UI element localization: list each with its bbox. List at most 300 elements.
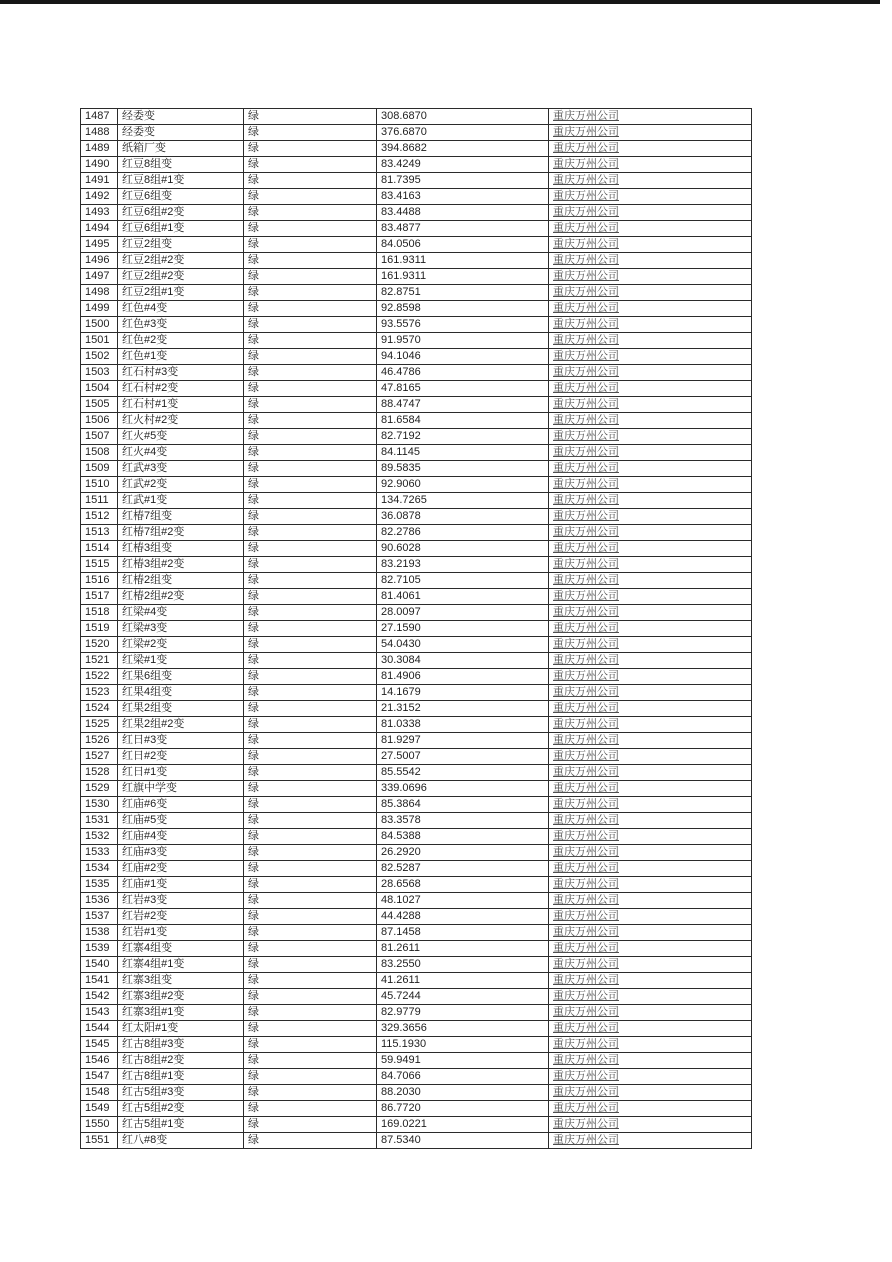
company-cell[interactable] — [549, 141, 752, 157]
company-cell[interactable] — [549, 973, 752, 989]
company-link[interactable]: 重庆万州公司 — [553, 318, 619, 330]
status-cell: 绿 — [244, 429, 377, 445]
company-link[interactable]: 重庆万州公司 — [553, 782, 619, 794]
row-number-cell: 1498 — [81, 285, 118, 301]
value-cell: 47.8165 — [377, 381, 549, 397]
company-link[interactable]: 重庆万州公司 — [553, 542, 619, 554]
company-cell[interactable] — [549, 1133, 752, 1149]
company-link[interactable]: 重庆万州公司 — [553, 286, 619, 298]
company-cell[interactable] — [549, 893, 752, 909]
station-name-cell: 红岩#3变 — [118, 893, 244, 909]
value-cell: 85.3864 — [377, 797, 549, 813]
station-name-cell: 红椿7组变 — [118, 509, 244, 525]
status-cell: 绿 — [244, 125, 377, 141]
company-link[interactable]: 重庆万州公司 — [553, 238, 619, 250]
status-cell: 绿 — [244, 829, 377, 845]
table-row — [81, 109, 752, 125]
row-number-cell: 1516 — [81, 573, 118, 589]
value-cell: 28.6568 — [377, 877, 549, 893]
station-name-cell: 红日#2变 — [118, 749, 244, 765]
company-link[interactable]: 重庆万州公司 — [553, 462, 619, 474]
company-cell[interactable] — [549, 989, 752, 1005]
company-cell[interactable] — [549, 717, 752, 733]
company-cell[interactable] — [549, 573, 752, 589]
company-link[interactable]: 重庆万州公司 — [553, 350, 619, 362]
company-link[interactable]: 重庆万州公司 — [553, 1038, 619, 1050]
company-cell[interactable] — [549, 221, 752, 237]
table-row — [81, 221, 752, 237]
company-cell[interactable] — [549, 813, 752, 829]
station-name-cell: 红果4组变 — [118, 685, 244, 701]
row-number-cell: 1489 — [81, 141, 118, 157]
company-cell[interactable] — [549, 557, 752, 573]
company-link[interactable]: 重庆万州公司 — [553, 334, 619, 346]
status-cell: 绿 — [244, 621, 377, 637]
station-table-container — [80, 108, 727, 1149]
station-name-cell: 红太阳#1变 — [118, 1021, 244, 1037]
table-row — [81, 893, 752, 909]
table-row — [81, 413, 752, 429]
row-number-cell: 1525 — [81, 717, 118, 733]
value-cell: 44.4288 — [377, 909, 549, 925]
row-number-cell: 1546 — [81, 1053, 118, 1069]
company-link[interactable]: 重庆万州公司 — [553, 430, 619, 442]
value-cell: 81.6584 — [377, 413, 549, 429]
station-name-cell: 红武#1变 — [118, 493, 244, 509]
value-cell: 45.7244 — [377, 989, 549, 1005]
company-cell[interactable] — [549, 349, 752, 365]
table-row — [81, 1133, 752, 1149]
value-cell: 92.9060 — [377, 477, 549, 493]
company-cell[interactable] — [549, 269, 752, 285]
status-cell: 绿 — [244, 157, 377, 173]
status-cell: 绿 — [244, 413, 377, 429]
station-name-cell: 红豆2组#2变 — [118, 269, 244, 285]
company-link[interactable]: 重庆万州公司 — [553, 702, 619, 714]
company-link[interactable]: 重庆万州公司 — [553, 814, 619, 826]
company-cell[interactable] — [549, 525, 752, 541]
value-cell: 83.4163 — [377, 189, 549, 205]
company-link[interactable]: 重庆万州公司 — [553, 206, 619, 218]
table-row — [81, 237, 752, 253]
station-name-cell: 红岩#2变 — [118, 909, 244, 925]
company-link[interactable]: 重庆万州公司 — [553, 1102, 619, 1114]
company-cell[interactable] — [549, 301, 752, 317]
company-link[interactable]: 重庆万州公司 — [553, 590, 619, 602]
company-cell[interactable] — [549, 685, 752, 701]
row-number-cell: 1534 — [81, 861, 118, 877]
table-row — [81, 845, 752, 861]
company-link[interactable]: 重庆万州公司 — [553, 574, 619, 586]
table-row — [81, 973, 752, 989]
row-number-cell: 1501 — [81, 333, 118, 349]
company-cell[interactable] — [549, 637, 752, 653]
value-cell: 82.8751 — [377, 285, 549, 301]
company-cell[interactable] — [549, 589, 752, 605]
value-cell: 329.3656 — [377, 1021, 549, 1037]
company-link[interactable]: 重庆万州公司 — [553, 446, 619, 458]
company-cell[interactable] — [549, 845, 752, 861]
station-name-cell: 红日#1变 — [118, 765, 244, 781]
table-row — [81, 717, 752, 733]
company-link[interactable]: 重庆万州公司 — [553, 1134, 619, 1146]
company-link[interactable]: 重庆万州公司 — [553, 526, 619, 538]
company-cell[interactable] — [549, 1053, 752, 1069]
status-cell: 绿 — [244, 397, 377, 413]
value-cell: 85.5542 — [377, 765, 549, 781]
company-cell[interactable] — [549, 925, 752, 941]
status-cell: 绿 — [244, 957, 377, 973]
company-cell[interactable] — [549, 285, 752, 301]
company-link[interactable]: 重庆万州公司 — [553, 1006, 619, 1018]
company-link[interactable]: 重庆万州公司 — [553, 190, 619, 202]
value-cell: 82.5287 — [377, 861, 549, 877]
value-cell: 81.7395 — [377, 173, 549, 189]
company-cell[interactable] — [549, 1021, 752, 1037]
company-cell[interactable] — [549, 1069, 752, 1085]
value-cell: 54.0430 — [377, 637, 549, 653]
table-row — [81, 253, 752, 269]
status-cell: 绿 — [244, 637, 377, 653]
status-cell: 绿 — [244, 285, 377, 301]
company-link[interactable]: 重庆万州公司 — [553, 366, 619, 378]
company-cell[interactable] — [549, 477, 752, 493]
value-cell: 81.2611 — [377, 941, 549, 957]
company-cell[interactable] — [549, 1085, 752, 1101]
status-cell: 绿 — [244, 189, 377, 205]
company-cell[interactable] — [549, 749, 752, 765]
row-number-cell: 1503 — [81, 365, 118, 381]
row-number-cell: 1505 — [81, 397, 118, 413]
table-row — [81, 669, 752, 685]
company-cell[interactable] — [549, 1005, 752, 1021]
company-link[interactable]: 重庆万州公司 — [553, 158, 619, 170]
company-link[interactable]: 重庆万州公司 — [553, 622, 619, 634]
station-name-cell: 红古5组#3变 — [118, 1085, 244, 1101]
company-link[interactable]: 重庆万州公司 — [553, 990, 619, 1002]
status-cell: 绿 — [244, 701, 377, 717]
value-cell: 36.0878 — [377, 509, 549, 525]
table-row — [81, 525, 752, 541]
company-link[interactable]: 重庆万州公司 — [553, 718, 619, 730]
table-row — [81, 637, 752, 653]
table-row — [81, 733, 752, 749]
station-name-cell: 红果2组变 — [118, 701, 244, 717]
company-link[interactable]: 重庆万州公司 — [553, 1070, 619, 1082]
station-name-cell: 红石村#2变 — [118, 381, 244, 397]
table-row — [81, 765, 752, 781]
value-cell: 83.4877 — [377, 221, 549, 237]
company-link[interactable]: 重庆万州公司 — [553, 414, 619, 426]
row-number-cell: 1500 — [81, 317, 118, 333]
station-name-cell: 红寨4组变 — [118, 941, 244, 957]
company-link[interactable]: 重庆万州公司 — [553, 1118, 619, 1130]
status-cell: 绿 — [244, 861, 377, 877]
station-name-cell: 红椿2组变 — [118, 573, 244, 589]
company-cell[interactable] — [549, 205, 752, 221]
company-cell[interactable] — [549, 797, 752, 813]
row-number-cell: 1517 — [81, 589, 118, 605]
company-cell[interactable] — [549, 1037, 752, 1053]
company-link[interactable]: 重庆万州公司 — [553, 846, 619, 858]
row-number-cell: 1542 — [81, 989, 118, 1005]
row-number-cell: 1528 — [81, 765, 118, 781]
table-row — [81, 941, 752, 957]
company-cell[interactable] — [549, 125, 752, 141]
status-cell: 绿 — [244, 685, 377, 701]
company-cell[interactable] — [549, 317, 752, 333]
value-cell: 83.2193 — [377, 557, 549, 573]
station-name-cell: 红椿2组#2变 — [118, 589, 244, 605]
station-name-cell: 红豆2组#2变 — [118, 253, 244, 269]
table-row — [81, 797, 752, 813]
company-cell[interactable] — [549, 445, 752, 461]
status-cell: 绿 — [244, 573, 377, 589]
status-cell: 绿 — [244, 509, 377, 525]
company-link[interactable]: 重庆万州公司 — [553, 942, 619, 954]
table-row — [81, 317, 752, 333]
company-link[interactable]: 重庆万州公司 — [553, 686, 619, 698]
station-name-cell: 红古5组#1变 — [118, 1117, 244, 1133]
value-cell: 81.4061 — [377, 589, 549, 605]
company-link[interactable]: 重庆万州公司 — [553, 798, 619, 810]
company-cell[interactable] — [549, 365, 752, 381]
row-number-cell: 1524 — [81, 701, 118, 717]
table-row — [81, 829, 752, 845]
value-cell: 308.6870 — [377, 109, 549, 125]
row-number-cell: 1531 — [81, 813, 118, 829]
company-link[interactable]: 重庆万州公司 — [553, 638, 619, 650]
table-row — [81, 509, 752, 525]
company-link[interactable]: 重庆万州公司 — [553, 654, 619, 666]
company-cell[interactable] — [549, 861, 752, 877]
company-cell[interactable] — [549, 733, 752, 749]
company-cell[interactable] — [549, 461, 752, 477]
company-link[interactable]: 重庆万州公司 — [553, 1022, 619, 1034]
company-link[interactable]: 重庆万州公司 — [553, 862, 619, 874]
status-cell: 绿 — [244, 269, 377, 285]
company-link[interactable]: 重庆万州公司 — [553, 1086, 619, 1098]
table-row — [81, 909, 752, 925]
company-link[interactable]: 重庆万州公司 — [553, 222, 619, 234]
station-name-cell: 红豆8组#1变 — [118, 173, 244, 189]
table-body — [81, 109, 752, 1149]
status-cell: 绿 — [244, 797, 377, 813]
status-cell: 绿 — [244, 333, 377, 349]
value-cell: 84.1145 — [377, 445, 549, 461]
table-row — [81, 157, 752, 173]
company-link[interactable]: 重庆万州公司 — [553, 958, 619, 970]
company-cell[interactable] — [549, 1117, 752, 1133]
station-name-cell: 红火#4变 — [118, 445, 244, 461]
value-cell: 84.7066 — [377, 1069, 549, 1085]
row-number-cell: 1499 — [81, 301, 118, 317]
company-link[interactable]: 重庆万州公司 — [553, 670, 619, 682]
row-number-cell: 1495 — [81, 237, 118, 253]
company-link[interactable]: 重庆万州公司 — [553, 494, 619, 506]
row-number-cell: 1494 — [81, 221, 118, 237]
row-number-cell: 1520 — [81, 637, 118, 653]
company-cell[interactable] — [549, 397, 752, 413]
status-cell: 绿 — [244, 317, 377, 333]
status-cell: 绿 — [244, 1085, 377, 1101]
station-name-cell: 红庙#3变 — [118, 845, 244, 861]
value-cell: 87.5340 — [377, 1133, 549, 1149]
table-row — [81, 781, 752, 797]
row-number-cell: 1551 — [81, 1133, 118, 1149]
table-row — [81, 1101, 752, 1117]
station-name-cell: 红豆2组#1变 — [118, 285, 244, 301]
company-cell[interactable] — [549, 381, 752, 397]
company-cell[interactable] — [549, 109, 752, 125]
station-name-cell: 红果6组变 — [118, 669, 244, 685]
status-cell: 绿 — [244, 1005, 377, 1021]
row-number-cell: 1513 — [81, 525, 118, 541]
company-cell[interactable] — [549, 253, 752, 269]
company-cell[interactable] — [549, 413, 752, 429]
row-number-cell: 1515 — [81, 557, 118, 573]
status-cell: 绿 — [244, 253, 377, 269]
company-link[interactable]: 重庆万州公司 — [553, 734, 619, 746]
company-cell[interactable] — [549, 541, 752, 557]
company-cell[interactable] — [549, 765, 752, 781]
status-cell: 绿 — [244, 1053, 377, 1069]
row-number-cell: 1504 — [81, 381, 118, 397]
station-name-cell: 红旗中学变 — [118, 781, 244, 797]
value-cell: 376.6870 — [377, 125, 549, 141]
company-cell[interactable] — [549, 653, 752, 669]
company-cell[interactable] — [549, 669, 752, 685]
company-link[interactable]: 重庆万州公司 — [553, 478, 619, 490]
company-cell[interactable] — [549, 957, 752, 973]
row-number-cell: 1537 — [81, 909, 118, 925]
station-name-cell: 红寨3组#2变 — [118, 989, 244, 1005]
company-cell[interactable] — [549, 429, 752, 445]
company-link[interactable]: 重庆万州公司 — [553, 302, 619, 314]
company-cell[interactable] — [549, 173, 752, 189]
company-cell[interactable] — [549, 877, 752, 893]
company-link[interactable]: 重庆万州公司 — [553, 510, 619, 522]
station-name-cell: 红古8组#2变 — [118, 1053, 244, 1069]
company-cell[interactable] — [549, 829, 752, 845]
company-cell[interactable] — [549, 1101, 752, 1117]
value-cell: 41.2611 — [377, 973, 549, 989]
company-cell[interactable] — [549, 781, 752, 797]
row-number-cell: 1490 — [81, 157, 118, 173]
value-cell: 83.4249 — [377, 157, 549, 173]
value-cell: 27.1590 — [377, 621, 549, 637]
value-cell: 83.2550 — [377, 957, 549, 973]
company-cell[interactable] — [549, 189, 752, 205]
value-cell: 161.9311 — [377, 269, 549, 285]
company-link[interactable]: 重庆万州公司 — [553, 110, 619, 122]
status-cell: 绿 — [244, 749, 377, 765]
company-link[interactable]: 重庆万州公司 — [553, 606, 619, 618]
station-name-cell: 红岩#1变 — [118, 925, 244, 941]
station-name-cell: 红火村#2变 — [118, 413, 244, 429]
table-row — [81, 813, 752, 829]
company-link[interactable]: 重庆万州公司 — [553, 126, 619, 138]
company-cell[interactable] — [549, 621, 752, 637]
status-cell: 绿 — [244, 1069, 377, 1085]
company-cell[interactable] — [549, 941, 752, 957]
station-name-cell: 红古8组#1变 — [118, 1069, 244, 1085]
status-cell: 绿 — [244, 605, 377, 621]
value-cell: 48.1027 — [377, 893, 549, 909]
company-cell[interactable] — [549, 493, 752, 509]
company-cell[interactable] — [549, 333, 752, 349]
company-cell[interactable] — [549, 157, 752, 173]
station-name-cell: 红梁#4变 — [118, 605, 244, 621]
station-name-cell: 红椿3组变 — [118, 541, 244, 557]
value-cell: 169.0221 — [377, 1117, 549, 1133]
company-link[interactable]: 重庆万州公司 — [553, 254, 619, 266]
company-cell[interactable] — [549, 701, 752, 717]
value-cell: 90.6028 — [377, 541, 549, 557]
company-link[interactable]: 重庆万州公司 — [553, 558, 619, 570]
company-link[interactable]: 重庆万州公司 — [553, 174, 619, 186]
company-link[interactable]: 重庆万州公司 — [553, 270, 619, 282]
station-name-cell: 红梁#2变 — [118, 637, 244, 653]
station-name-cell: 红椿3组#2变 — [118, 557, 244, 573]
row-number-cell: 1519 — [81, 621, 118, 637]
company-cell[interactable] — [549, 237, 752, 253]
company-link[interactable]: 重庆万州公司 — [553, 1054, 619, 1066]
company-link[interactable]: 重庆万州公司 — [553, 830, 619, 842]
value-cell: 83.4488 — [377, 205, 549, 221]
status-cell: 绿 — [244, 301, 377, 317]
company-link[interactable]: 重庆万州公司 — [553, 974, 619, 986]
value-cell: 161.9311 — [377, 253, 549, 269]
value-cell: 83.3578 — [377, 813, 549, 829]
company-link[interactable]: 重庆万州公司 — [553, 750, 619, 762]
row-number-cell: 1550 — [81, 1117, 118, 1133]
station-name-cell: 红果2组#2变 — [118, 717, 244, 733]
row-number-cell: 1521 — [81, 653, 118, 669]
status-cell: 绿 — [244, 733, 377, 749]
row-number-cell: 1512 — [81, 509, 118, 525]
row-number-cell: 1536 — [81, 893, 118, 909]
company-cell[interactable] — [549, 909, 752, 925]
row-number-cell: 1497 — [81, 269, 118, 285]
company-link[interactable]: 重庆万州公司 — [553, 894, 619, 906]
station-name-cell: 红武#3变 — [118, 461, 244, 477]
company-link[interactable]: 重庆万州公司 — [553, 878, 619, 890]
company-cell[interactable] — [549, 605, 752, 621]
station-name-cell: 红古5组#2变 — [118, 1101, 244, 1117]
value-cell: 94.1046 — [377, 349, 549, 365]
value-cell: 88.4747 — [377, 397, 549, 413]
company-link[interactable]: 重庆万州公司 — [553, 142, 619, 154]
company-link[interactable]: 重庆万州公司 — [553, 926, 619, 938]
company-cell[interactable] — [549, 509, 752, 525]
status-cell: 绿 — [244, 445, 377, 461]
status-cell: 绿 — [244, 461, 377, 477]
station-name-cell: 红色#4变 — [118, 301, 244, 317]
company-link[interactable]: 重庆万州公司 — [553, 382, 619, 394]
station-name-cell: 红庙#1变 — [118, 877, 244, 893]
row-number-cell: 1532 — [81, 829, 118, 845]
status-cell: 绿 — [244, 781, 377, 797]
table-row — [81, 445, 752, 461]
value-cell: 30.3084 — [377, 653, 549, 669]
company-link[interactable]: 重庆万州公司 — [553, 766, 619, 778]
value-cell: 82.9779 — [377, 1005, 549, 1021]
station-name-cell: 红寨3组#1变 — [118, 1005, 244, 1021]
company-link[interactable]: 重庆万州公司 — [553, 398, 619, 410]
company-link[interactable]: 重庆万州公司 — [553, 910, 619, 922]
row-number-cell: 1529 — [81, 781, 118, 797]
